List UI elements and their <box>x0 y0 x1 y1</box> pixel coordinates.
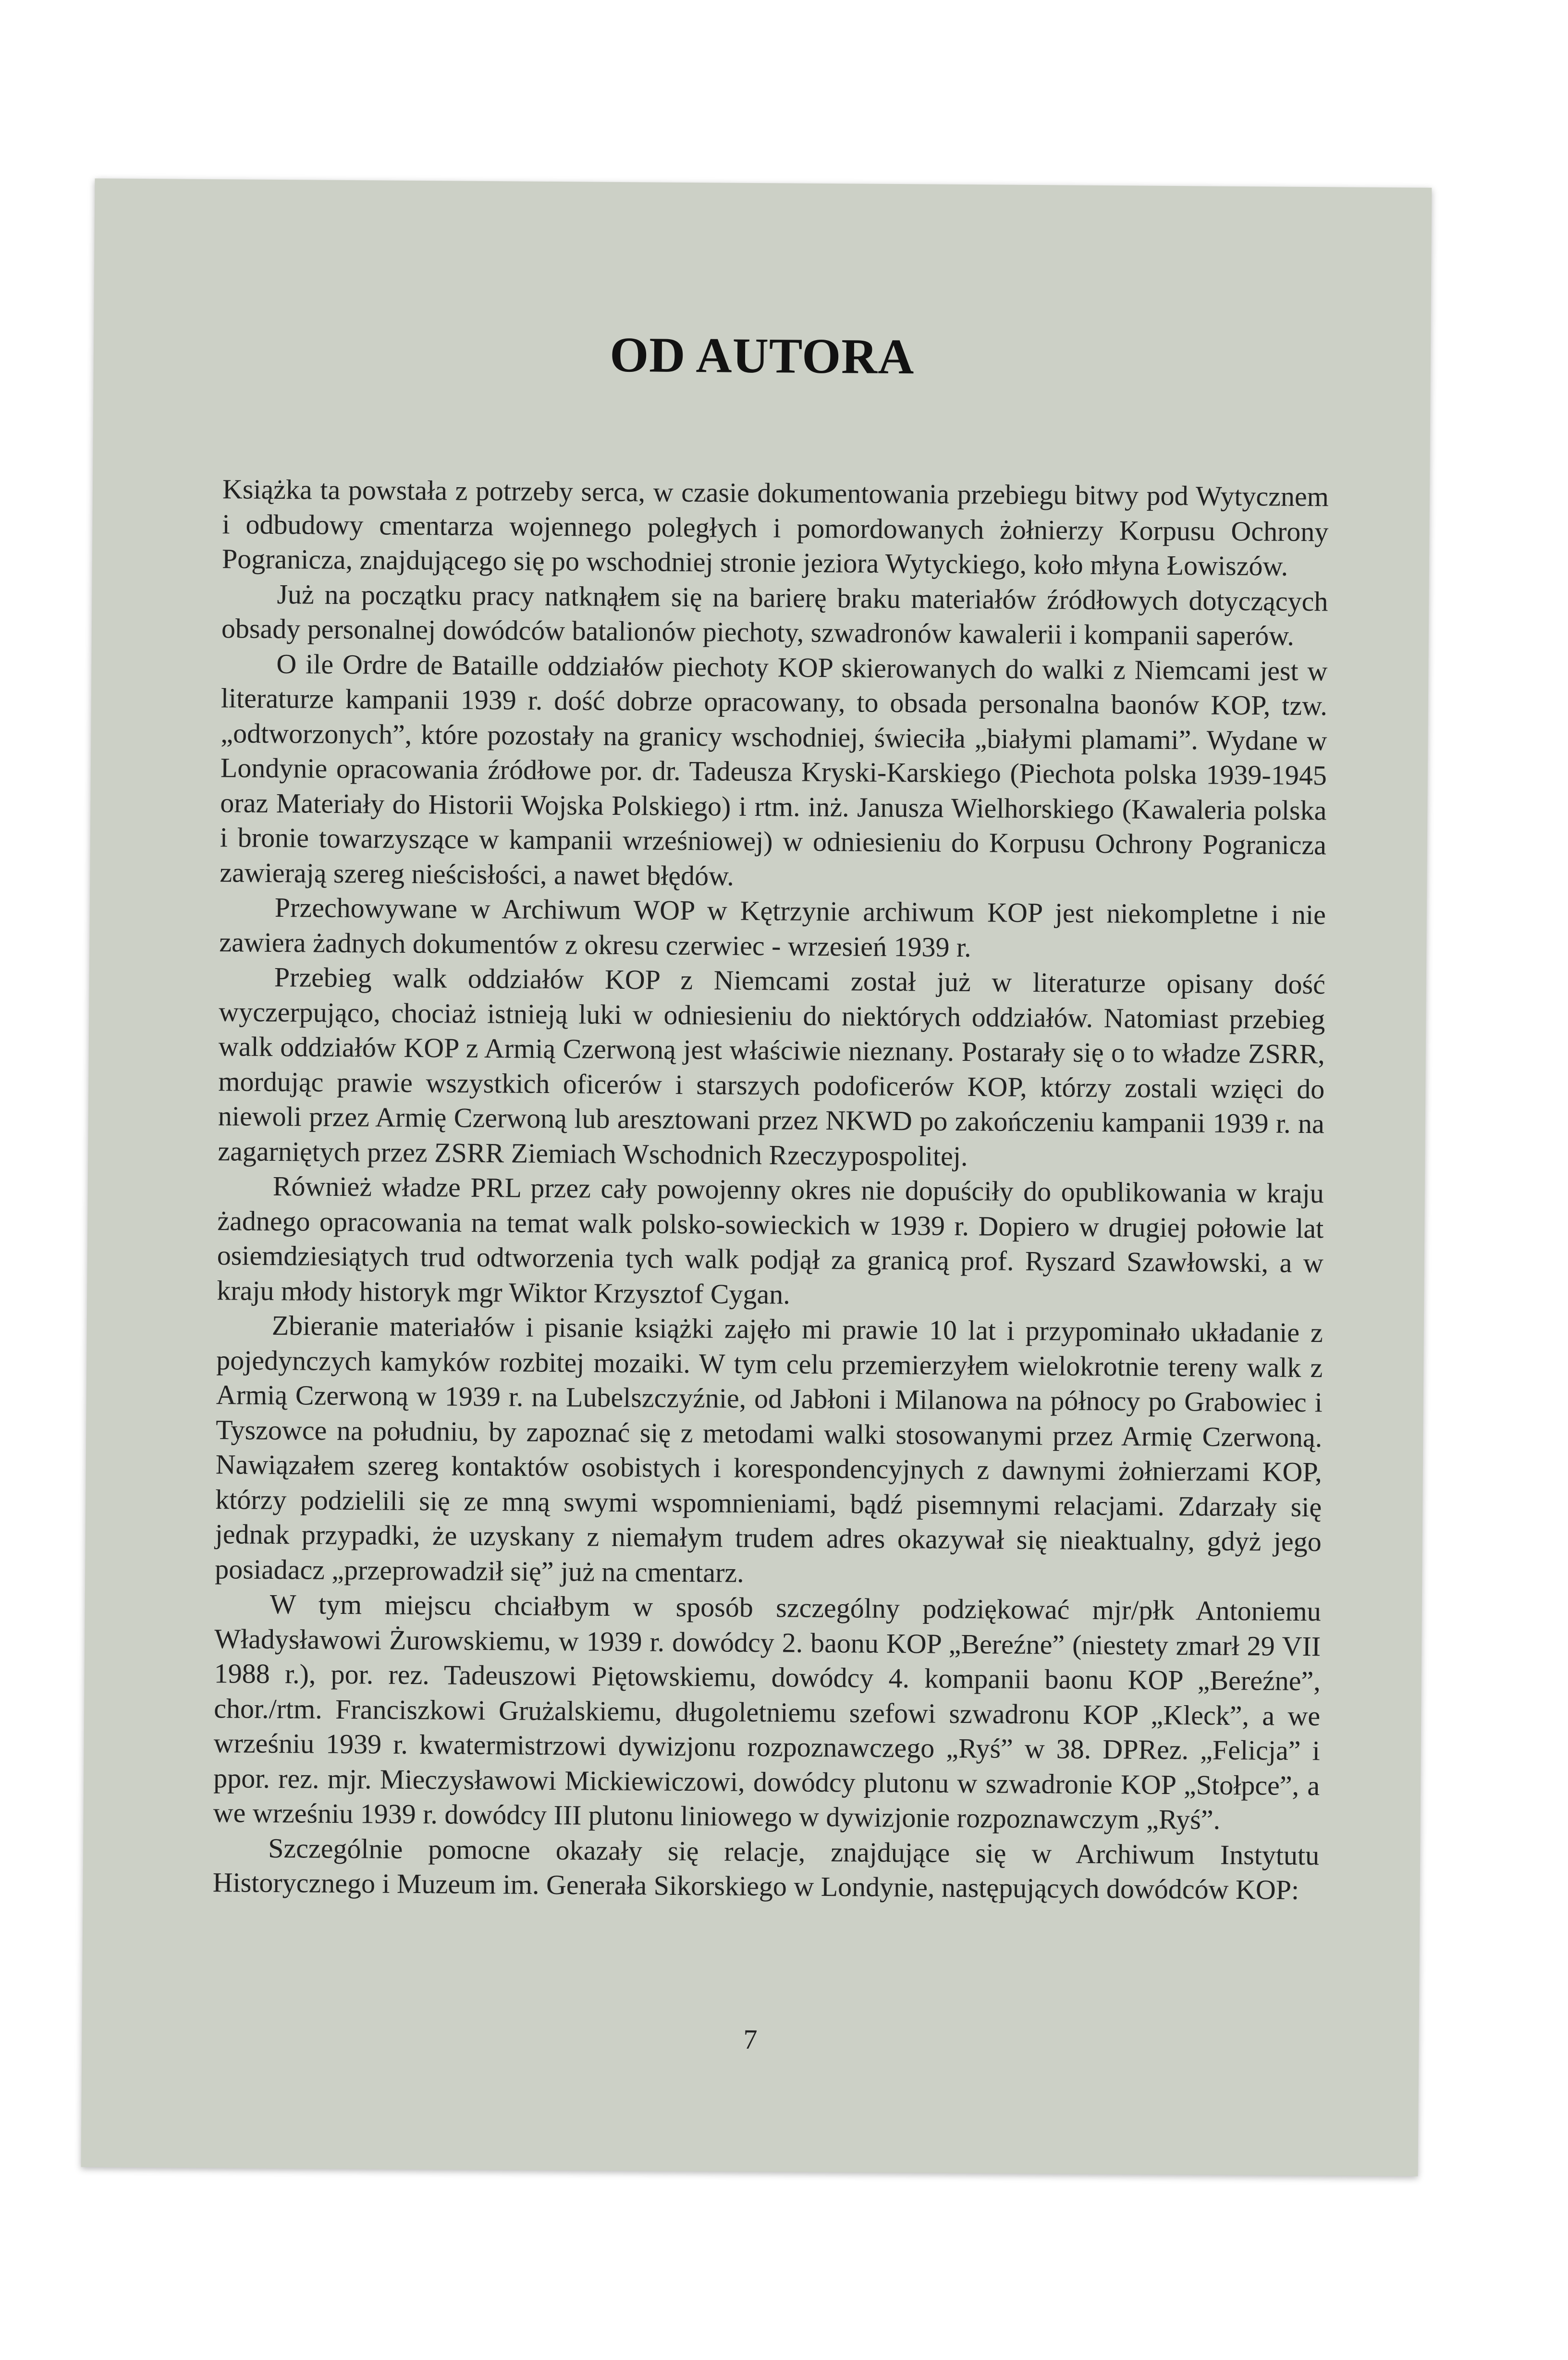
page-number: 7 <box>743 2023 758 2055</box>
paragraph: Przechowywane w Archiwum WOP w Kętrzynie archiwum KOP jest niekompletne i nie zawiera żadnych dokumentów z okresu czerwiec - wrzesień 1939 r. <box>219 891 1326 963</box>
book-page <box>81 178 1432 2176</box>
paragraph: Książka ta powstała z potrzeby serca, w czasie dokumentowania przebiegu bitwy pod Wytycznem i odbudowy cmentarza wojennego poległych i pomordowanych żołnierzy Korpusu Ochrony Pogranicza, znajdującego się po wschodniej stronie jeziora Wytyckiego, koło młyna Łowiszów. <box>221 473 1329 582</box>
paragraph: O ile Ordre de Bataille oddziałów piechoty KOP skierowanych do walki z Niemcami jest w literaturze kampanii 1939 r. dość dobrze opracowany, to obsada personalna baonów KOP, tzw. „odtworzonych”, które pozostały na granicy wschodniej, świeciła „białymi plamami”. Wydane w Londynie opracowania źródłowe por. dr. Tadeusza Kryski-Karskiego (Piechota polska 1939-1945 oraz Materiały do Historii Wojska Polskiego) i rtm. inż. Janusza Wielhorskiego (Kawaleria polska i bronie towarzyszące w kampanii wrześniowej) w odniesieniu do Korpusu Ochrony Pogranicza zawierają szereg nieścisłości, a nawet błędów. <box>220 648 1328 892</box>
paragraph: Zbieranie materiałów i pisanie książki zajęło mi prawie 10 lat i przypominało układanie z pojedynczych kamyków rozbitej mozaiki. W tym celu przemierzyłem wielokrotnie tereny walk z Armią Czerwoną w 1939 r. na Lubelszczyźnie, od Jabłoni i Milanowa na północy po Grabowiec i Tyszowce na południu, by zapoznać się z metodami walki stosowanymi przez Armię Czerwoną. Nawiązałem szereg kontaktów osobistych i korespondencyjnych z dawnymi żołnierzami KOP, którzy podzielili się ze mną swymi wspomnieniami, bądź pisemnymi relacjami. Zdarzały się jednak przypadki, że uzyskany z niemałym trudem adres okazywał się nieaktualny, gdyż jego posiadacz „przeprowadził się” już na cmentarz. <box>215 1309 1323 1588</box>
paragraph: Szczególnie pomocne okazały się relacje, znajdujące się w Archiwum Instytutu Historycznego i Muzeum im. Generała Sikorskiego w Londynie, następujących dowódców KOP: <box>212 1832 1320 1905</box>
body-text <box>212 472 1329 1908</box>
paragraph: W tym miejscu chciałbym w sposób szczególny podziękować mjr/płk Antoniemu Władysławowi Żurowskiemu, w 1939 r. dowódcy 2. baonu KOP „Bereźne” (niestety zmarł 29 VII 1988 r.), por. rez. Tadeuszowi Piętowskiemu, dowódcy 4. kompanii baonu KOP „Bereźne”, chor./rtm. Franciszkowi Grużalskiemu, długoletniemu szefowi szwadronu KOP „Kleck”, a we wrześniu 1939 r. kwatermistrzowi dywizjonu rozpoznawczego „Ryś” w 38. DPRez. „Felicja” i ppor. rez. mjr. Mieczysławowi Mickiewiczowi, dowódcy plutonu w szwadronie KOP „Stołpce”, a we wrześniu 1939 r. dowódcy III plutonu liniowego w dywizjonie rozpoznawczym „Ryś”. <box>213 1588 1321 1835</box>
paragraph: Już na początku pracy natknąłem się na barierę braku materiałów źródłowych dotyczących obsady personalnej dowódców batalionów piechoty, szwadronów kawalerii i kompanii saperów. <box>221 578 1328 651</box>
paragraph: Również władze PRL przez cały powojenny okres nie dopuściły do opublikowania w kraju żadnego opracowania na temat walk polsko-sowieckich w 1939 r. Dopiero w drugiej połowie lat osiemdziesiątych trud odtworzenia tych walk podjął za granicą prof. Ryszard Szawłowski, a w kraju młody historyk mgr Wiktor Krzysztof Cygan. <box>217 1170 1324 1310</box>
chapter-title: OD AUTORA <box>609 327 915 385</box>
paragraph: Przebieg walk oddziałów KOP z Niemcami został już w literaturze opisany dość wyczerpująco, chociaż istnieją luki w odniesieniu do niektórych oddziałów. Natomiast przebieg walk oddziałów KOP z Armią Czerwoną jest właściwie nieznany. Postarały się o to władze ZSRR, mordując prawie wszystkich oficerów i starszych podoficerów KOP, którzy zostali wzięci do niewoli przez Armię Czerwoną lub aresztowani przez NKWD po zakończeniu kampanii 1939 r. na zagarniętych przez ZSRR Ziemiach Wschodnich Rzeczypospolitej. <box>218 961 1326 1172</box>
